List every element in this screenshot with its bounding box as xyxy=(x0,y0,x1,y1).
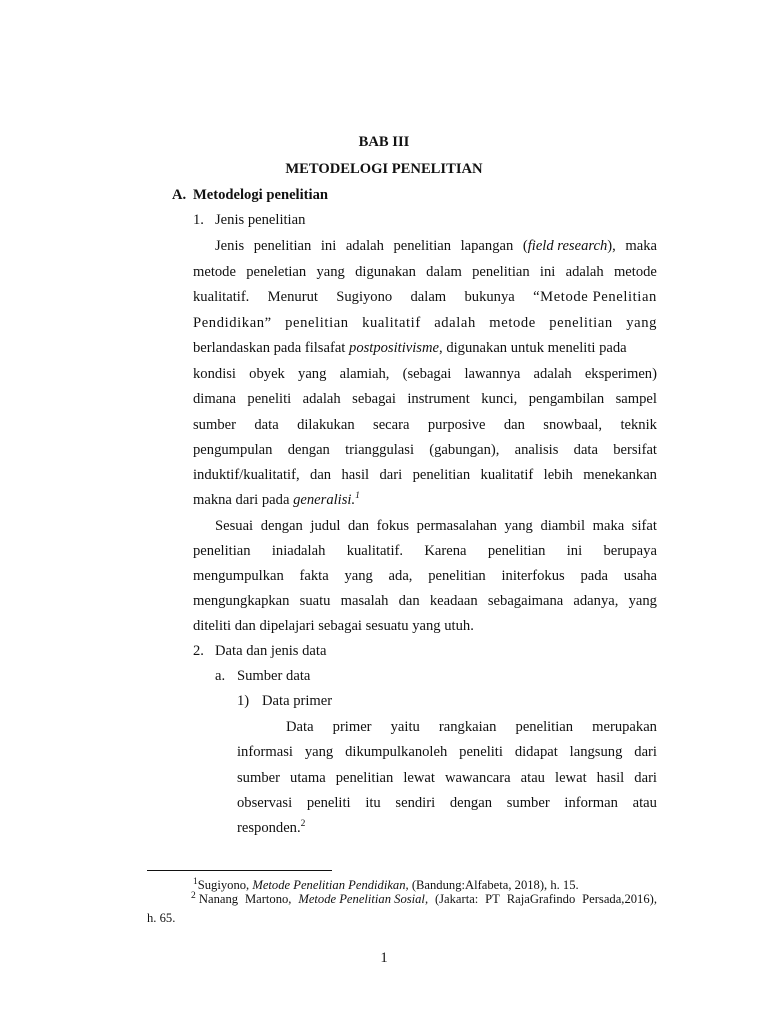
item-a1-title: Data primer xyxy=(262,693,333,709)
item-1-marker: 1. xyxy=(193,212,204,228)
footnote-1: $^1$Sugiyono, Metode Penelitian Pendidikan, (Bandung:Alfabeta, 2018), h. 15. xyxy=(193,876,579,892)
item-a1-marker: 1) xyxy=(237,693,250,709)
chapter-title: METODELOGI PENELITIAN xyxy=(285,161,483,177)
section-a-marker: A. xyxy=(172,187,187,203)
item-1-title: Jenis penelitian xyxy=(215,212,306,228)
paragraph-line: metode peneletian yang digunakan dalam penelitian ini adalah metode xyxy=(193,264,657,280)
footnote-2: $^2$ Nanang Martono, Metode Penelitian Sosial, (Jakarta: PT RajaGrafindo Persada,2016), xyxy=(191,890,657,906)
chapter-heading: BAB III xyxy=(358,134,410,150)
footnote-separator xyxy=(147,870,332,871)
paragraph-line: Jenis penelitian ini adalah penelitian lapangan (field research), maka xyxy=(215,238,657,254)
paragraph-line: observasi peneliti itu sendiri dengan sumber informan atau xyxy=(237,795,657,811)
paragraph-line: makna dari pada generalisi.$^1$ xyxy=(193,491,360,508)
paragraph-line: penelitian iniadalah kualitatif. Karena penelitian ini berupaya xyxy=(193,543,657,559)
item-2-title: Data dan jenis data xyxy=(215,643,327,659)
section-a-title: Metodelogi penelitian xyxy=(193,187,328,203)
paragraph-line: pengumpulan dengan trianggulasi (gabungan), analisis data bersifat xyxy=(193,442,657,458)
footnote-ref-2: 2 xyxy=(300,819,306,830)
item-a-title: Sumber data xyxy=(237,668,311,684)
footnote-ref-1: 1 xyxy=(355,491,360,502)
paragraph-line: mengungkapkan suatu masalah dan keadaan sebagaimana adanya, yang xyxy=(193,593,657,609)
paragraph-line: induktif/kualitatif, dan hasil dari penelitian kualitatif lebih menekankan xyxy=(193,467,657,483)
paragraph-line: Pendidikan” penelitian kualitatif adalah metode penelitian yang xyxy=(193,315,657,331)
page-number: 1 xyxy=(380,950,388,966)
item-a-marker: a. xyxy=(215,668,226,684)
paragraph-line: responden.$^2$ xyxy=(237,819,306,836)
footnote-2-continuation: h. 65. xyxy=(147,911,176,925)
paragraph-line: sumber utama penelitian lewat wawancara atau lewat hasil dari xyxy=(237,770,657,786)
paragraph-line: informasi yang dikumpulkanoleh peneliti didapat langsung dari xyxy=(237,744,657,760)
paragraph-line: diteliti dan dipelajari sebagai sesuatu yang utuh. xyxy=(193,618,474,634)
item-2-marker: 2. xyxy=(193,643,204,659)
paragraph-line: kondisi obyek yang alamiah, (sebagai lawannya adalah eksperimen) xyxy=(193,366,657,382)
paragraph-line: berlandaskan pada filsafat postpositivisme, digunakan untuk meneliti pada xyxy=(193,340,627,356)
paragraph-line: sumber data dilakukan secara purposive dan snowbaal, teknik xyxy=(193,417,657,433)
paragraph-line: Sesuai dengan judul dan fokus permasalahan yang diambil maka sifat xyxy=(215,518,657,534)
paragraph-line: dimana peneliti adalah sebagai instrument kunci, pengambilan sampel xyxy=(193,391,657,407)
paragraph-line: Data primer yaitu rangkaian penelitian merupakan xyxy=(286,719,657,735)
paragraph-line: mengumpulkan fakta yang ada, penelitian initerfokus pada usaha xyxy=(193,568,657,584)
paragraph-line: kualitatif. Menurut Sugiyono dalam bukunya “Metode Penelitian xyxy=(193,289,657,305)
